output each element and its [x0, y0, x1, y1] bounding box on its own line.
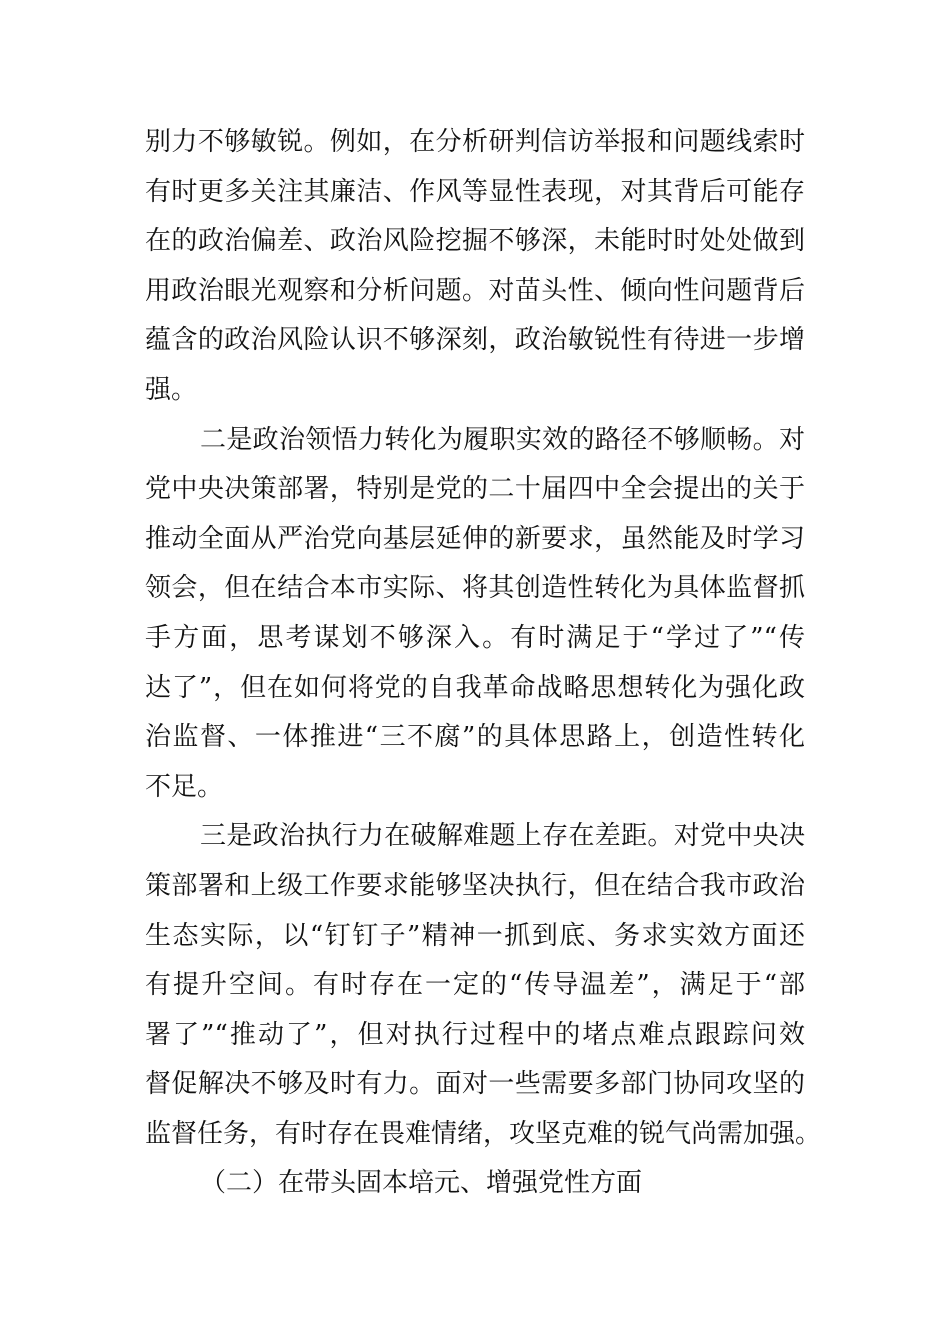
- text-line: 别力不够敏锐。例如，在分析研判信访举报和问题线索时: [145, 127, 805, 157]
- paragraph-1: [145, 118, 805, 416]
- paragraph-2: [145, 416, 805, 813]
- text-line: 二是政治领悟力转化为履职实效的路径不够顺畅。对: [200, 424, 805, 455]
- text-line: 用政治眼光观察和分析问题。对苗头性、倾向性问题背后: [145, 275, 805, 306]
- text-line: 生态实际，以“钉钉子”精神一抓到底、务求实效方面还: [145, 920, 805, 951]
- text-line: 达了”，但在如何将党的自我革命战略思想转化为强化政: [145, 672, 805, 703]
- text-line: 署了”“推动了”，但对执行过程中的堵点难点跟踪问效: [145, 1019, 805, 1050]
- text-line: 策部署和上级工作要求能够坚决执行，但在结合我市政治: [145, 870, 805, 901]
- text-line: 推动全面从严治党向基层延伸的新要求，虽然能及时学习: [145, 523, 805, 554]
- text-line: 不足。: [145, 771, 224, 802]
- text-line: 领会，但在结合本市实际、将其创造性转化为具体监督抓: [145, 573, 805, 604]
- text-line: 强。: [145, 374, 198, 405]
- section-heading: （二）在带头固本培元、增强党性方面: [200, 1168, 643, 1199]
- text-line: 治监督、一体推进“三不腐”的具体思路上，创造性转化: [145, 722, 805, 753]
- document-page: [145, 118, 822, 1209]
- text-line: 蕴含的政治风险认识不够深刻，政治敏锐性有待进一步增: [145, 325, 805, 356]
- text-line: 三是政治执行力在破解难题上存在差距。对党中央决: [200, 821, 805, 852]
- paragraph-3: [145, 812, 822, 1159]
- text-line: 有时更多关注其廉洁、作风等显性表现，对其背后可能存: [145, 176, 805, 207]
- text-line: 手方面，思考谋划不够深入。有时满足于“学过了”“传: [145, 622, 805, 653]
- text-line: 督促解决不够及时有力。面对一些需要多部门协同攻坚的: [145, 1069, 805, 1100]
- text-line: 党中央决策部署，特别是党的二十届四中全会提出的关于: [145, 474, 805, 505]
- text-line: 有提升空间。有时存在一定的“传导温差”，满足于“部: [145, 970, 805, 1001]
- text-line: 在的政治偏差、政治风险挖掘不够深，未能时时处处做到: [145, 226, 805, 257]
- text-line: 监督任务，有时存在畏难情绪，攻坚克难的锐气尚需加强。: [145, 1118, 822, 1149]
